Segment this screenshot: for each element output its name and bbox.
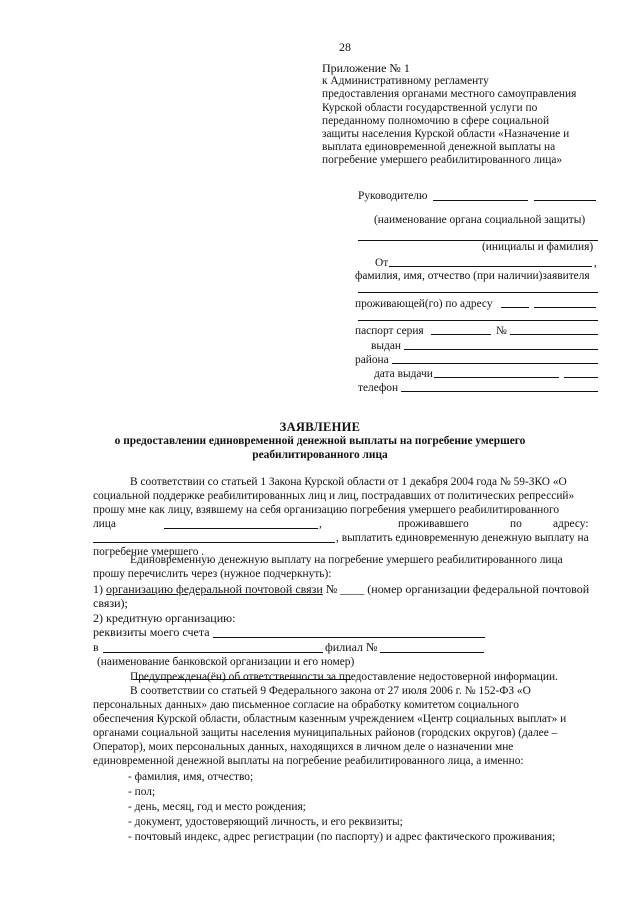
option-post-rest: № ____ (номер организации федеральной почтовой bbox=[325, 582, 590, 596]
request-paragraph bbox=[93, 475, 601, 559]
head-field-line-2[interactable] bbox=[534, 200, 596, 201]
text-line: связи); bbox=[93, 596, 128, 610]
list-item: - день, месяц, год и место рождения; bbox=[128, 801, 306, 813]
warning-line: Предупреждена(ён) об ответственности за предоставление недостоверной информации. bbox=[130, 671, 558, 683]
text-line: Оператор), моих персональных данных, находящихся в личном деле о назначении мне bbox=[93, 741, 514, 753]
statement-subtitle-line-1: о предоставлении единовременной денежной выплаты на погребение умершего bbox=[114, 435, 526, 447]
option-post-office[interactable] bbox=[93, 582, 601, 596]
option-post-label: организацию федеральной почтовой связи bbox=[106, 582, 323, 596]
text-line: Единовременную денежную выплату на погребение умершего реабилитированного лица bbox=[130, 554, 563, 566]
bank-in-label: в bbox=[93, 640, 99, 654]
text-line: В соответствии со статьей 9 Федерального закона от 27 июля 2006 г. № 152-ФЗ «О bbox=[130, 685, 531, 697]
text-line: персональных данных» даю письменное согласие на обработку комитетом социального bbox=[93, 699, 519, 711]
list-item: - почтовый индекс, адрес регистрации (по паспорту) и адрес фактического проживания; bbox=[128, 831, 556, 843]
appendix-line: переданному полномочию в сфере социальной bbox=[322, 114, 550, 127]
passport-no-label: № bbox=[496, 325, 507, 337]
text-line: прошу перечислить через (нужное подчеркнуть): bbox=[93, 568, 332, 580]
from-field-line[interactable] bbox=[389, 266, 592, 267]
appendix-line: выплата единовременной денежной выплаты на bbox=[322, 141, 556, 154]
issue-date-label: дата выдачи bbox=[374, 368, 433, 380]
issued-field-line[interactable] bbox=[404, 349, 598, 350]
issue-date-line-2[interactable] bbox=[564, 377, 598, 378]
bank-branch-label: филиал № bbox=[325, 640, 378, 654]
text-line: единовременной денежной выплаты на погребение реабилитированного лица, а именно: bbox=[93, 755, 524, 767]
text-fragment: проживавшего bbox=[398, 518, 469, 530]
option-number: 1) bbox=[93, 582, 103, 596]
statement-subtitle-line-2: реабилитированного лица bbox=[252, 449, 388, 461]
bank-branch-line[interactable] bbox=[380, 652, 484, 653]
text-line bbox=[93, 531, 601, 545]
district-label: района bbox=[355, 354, 389, 366]
deceased-name-line[interactable] bbox=[164, 528, 318, 529]
list-item: - документ, удостоверяющий личность, и его реквизиты; bbox=[128, 816, 403, 828]
passport-series-line[interactable] bbox=[431, 334, 491, 335]
issue-date-line[interactable] bbox=[434, 377, 559, 378]
phone-label: телефон bbox=[358, 382, 399, 394]
text-fragment: , выплатить единовременную денежную выплату на bbox=[336, 532, 589, 544]
fio-caption: фамилия, имя, отчество (при наличии)заявителя bbox=[355, 270, 590, 282]
address-field-line-2[interactable] bbox=[534, 307, 596, 308]
text-line: социальной поддержке реабилитированных лиц и лиц, пострадавших от политических репрессий» bbox=[93, 490, 575, 502]
text-line: обеспечения Курской области, областным казенным учреждением «Центр социальных выплат» и bbox=[93, 713, 567, 725]
appendix-line: погребение умершего реабилитированного лица» bbox=[322, 154, 563, 167]
appendix-block bbox=[322, 62, 622, 168]
initials-caption: (инициалы и фамилия) bbox=[482, 241, 594, 253]
appendix-line: к Административному регламенту bbox=[322, 75, 489, 88]
bank-account-label: реквизиты моего счета bbox=[93, 625, 210, 639]
text-line: прошу мне как лицу, взявшему на себя организацию погребения умершего реабилитированного bbox=[93, 504, 560, 516]
text-line: лица , проживавшего по адресу: bbox=[93, 518, 589, 530]
address-line-2[interactable] bbox=[358, 320, 598, 321]
text-line: В соответствии со статьей 1 Закона Курской области от 1 декабря 2004 года № 59-ЗКО «О bbox=[130, 476, 567, 488]
phone-field-line[interactable] bbox=[401, 391, 598, 392]
option-bank[interactable]: 2) кредитную организацию: bbox=[93, 611, 236, 625]
address-line-1[interactable] bbox=[358, 292, 598, 293]
appendix-line: защиты населения Курской области «Назначение и bbox=[322, 128, 570, 141]
head-label: Руководителю bbox=[358, 190, 428, 202]
head-field-line[interactable] bbox=[433, 200, 528, 201]
district-field-line[interactable] bbox=[392, 363, 598, 364]
text-fragment: лица bbox=[93, 518, 116, 530]
text-fragment: по bbox=[510, 518, 522, 530]
bank-account-line[interactable] bbox=[213, 637, 485, 638]
appendix-line: предоставления органами местного самоуправления bbox=[322, 88, 577, 101]
text-line: погребение умершего . bbox=[93, 546, 205, 558]
address-field-line[interactable] bbox=[501, 307, 529, 308]
bank-caption: (наименование банковской организации и его номер) bbox=[97, 656, 355, 668]
list-item: - фамилия, имя, отчество; bbox=[128, 771, 254, 783]
bank-name-line[interactable] bbox=[103, 652, 323, 653]
statement-heading bbox=[0, 420, 640, 462]
issued-label: выдан bbox=[371, 340, 401, 352]
list-item: - пол; bbox=[128, 786, 156, 798]
passport-number-line[interactable] bbox=[510, 334, 598, 335]
appendix-title: Приложение № 1 bbox=[322, 61, 410, 75]
deceased-address-line[interactable] bbox=[93, 542, 335, 543]
statement-title: ЗАЯВЛЕНИЕ bbox=[279, 420, 361, 434]
page-number: 28 bbox=[339, 40, 351, 54]
text-line bbox=[93, 640, 601, 655]
text-line: органами социальной защиты населения муниципальных районов (городских округов) (далее – bbox=[93, 727, 558, 739]
appendix-line: Курской области государственной услуги по bbox=[322, 101, 538, 114]
from-label: От bbox=[375, 257, 389, 269]
residing-label: проживающей(го) по адресу bbox=[355, 298, 493, 310]
text-line bbox=[93, 625, 601, 640]
payment-paragraph bbox=[93, 553, 601, 683]
organ-caption: (наименование органа социальной защиты) bbox=[374, 214, 586, 226]
consent-paragraph bbox=[93, 670, 601, 768]
text-fragment: адресу: bbox=[553, 518, 589, 530]
passport-label: паспорт серия bbox=[355, 325, 424, 337]
from-comma: , bbox=[594, 257, 597, 269]
